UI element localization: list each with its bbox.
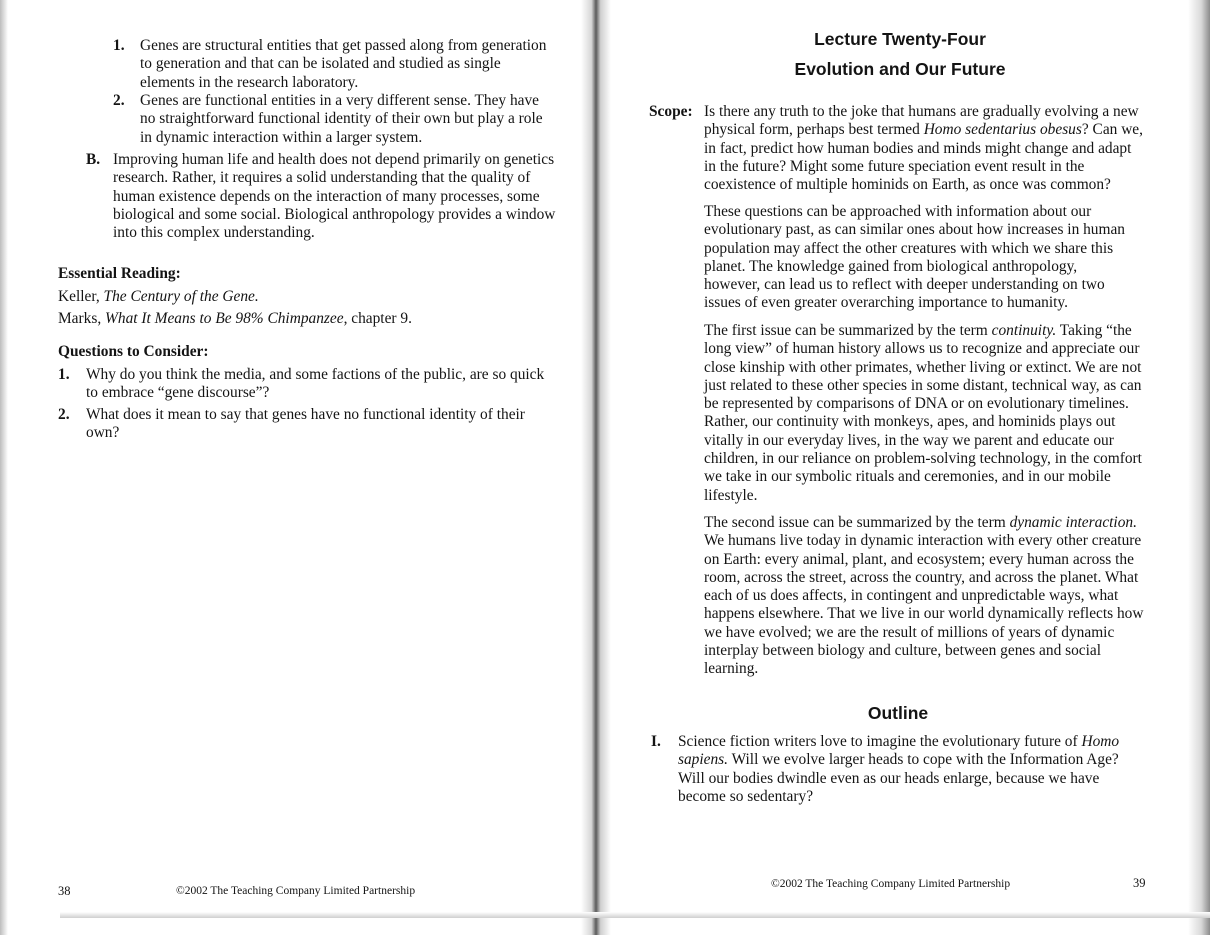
scope-text: We humans live today in dynamic interaction with every other creature on Earth: every animal, plant, and ecosystem; every human across the room, across the street, across the country, and across the planet. What each of us does affects, in contingent and unpredictable ways, what happens elsewhere. That we live in our world dynamically reflects how we have evolved; we are the result of millions of years of dynamic interplay between biology and culture, between genes and social learning.: [704, 532, 1144, 678]
scope-text: Taking “the long view” of human history allows us to recognize and appreciate our close kinship with other primates, whether living or extinct. We are not just related to these other species in some distant, technical way, as can be represented by comparisons of DNA or on evolutionary timelines. Rather, our continuity with monkeys, apes, and hominids plays out vitally in our everyday lives, in the way we parent and educate our children, in our reliance on problem-solving technology, in the comfort we take in our symbolic rituals and ceremonies, and in our mobile lifestyle.: [704, 322, 1142, 504]
scope-italic-term: dynamic interaction.: [1009, 514, 1137, 531]
reference-author: Marks,: [58, 310, 102, 327]
scope-text: Is there any truth to the joke that humans are gradually evolving a new physical form, perhaps best termed: [704, 103, 1139, 139]
question-text: Why do you think the media, and some factions of the public, are so quick to embrace “gene discourse”?: [86, 366, 545, 402]
question-text: What does it mean to say that genes have no functional identity of their own?: [86, 406, 525, 442]
scope-paragraph: [704, 322, 1144, 505]
list-number: 1.: [113, 37, 125, 54]
scope-text: The first issue can be summarized by the term: [704, 322, 992, 339]
list-item-text: Genes are structural entities that get passed along from generation to generation and that can be isolated and studied as single elements in the research laboratory.: [140, 37, 547, 91]
outline-item-text: [678, 733, 1128, 806]
reference-title: The Century of the Gene.: [103, 288, 259, 305]
page-bottom-shadow: [60, 912, 1210, 918]
scope-text: ? Can we, in fact, predict how human bodies and minds might change and adapt in the future? Might some future speciation event result in the coexistence of multiple hominids on Earth, as once was common?: [704, 121, 1143, 194]
scope-text: The second issue can be summarized by the term: [704, 514, 1010, 531]
outline-heading: Outline: [867, 703, 929, 723]
right-page: [596, 0, 1210, 935]
page-edge-shadow: [1188, 0, 1210, 935]
outline-label: I.: [651, 733, 661, 750]
essential-reading-heading: Essential Reading:: [58, 265, 181, 282]
copyright-footer: ©2002 The Teaching Company Limited Partnership: [176, 885, 416, 897]
scope-paragraph: [704, 514, 1144, 679]
page-number: 39: [1133, 876, 1146, 890]
reference-author: Keller,: [58, 288, 100, 305]
scope-paragraph: [704, 103, 1144, 194]
page-number: 38: [58, 884, 71, 898]
questions-heading: Questions to Consider:: [58, 343, 209, 360]
outline-item-text: Improving human life and health does not depend primarily on genetics research. Rather, it requires a solid understanding that the quality of human existence depends on the interaction of many processes, some biological and some social. Biological anthropology provides a window into this complex understanding.: [113, 151, 556, 242]
scope-italic-term: Homo sedentarius obesus: [923, 121, 1082, 139]
left-page: [0, 0, 596, 935]
scope-italic-term: continuity.: [991, 322, 1057, 339]
question-number: 2.: [58, 406, 70, 423]
lecture-title: Lecture Twenty-Four: [814, 29, 986, 49]
reference-title: What It Means to Be 98% Chimpanzee: [105, 310, 344, 327]
reading-reference: [58, 310, 412, 328]
copyright-footer: ©2002 The Teaching Company Limited Partnership: [771, 878, 1011, 890]
reading-reference: [58, 288, 259, 306]
list-item-text: Genes are functional entities in a very different sense. They have no straightforward functional identity of their own but play a role in dynamic interaction within a larger system.: [140, 92, 543, 146]
list-number: 2.: [113, 92, 125, 109]
reference-detail: , chapter 9.: [343, 310, 412, 327]
outline-italic-term: Homo sapiens.: [678, 733, 1120, 769]
lecture-subtitle: Evolution and Our Future: [794, 59, 1006, 79]
outline-text: Science fiction writers love to imagine the evolutionary future of: [678, 733, 1082, 750]
scope-label: Scope:: [649, 103, 693, 120]
outline-label: B.: [86, 151, 101, 168]
scope-paragraph: These questions can be approached with information about our evolutionary past, as can similar ones about how increases in human population may affect the other creatures with which we share this planet. The knowledge gained from biological anthropology, however, can lead us to reflect with deeper understanding on two issues of even greater overarching importance to humanity.: [704, 203, 1125, 312]
outline-text: Will we evolve larger heads to cope with the Information Age? Will our bodies dwindle even as our heads enlarge, because we have become so sedentary?: [678, 751, 1119, 805]
book-gutter: [581, 0, 611, 935]
page-edge-shadow: [0, 0, 8, 935]
question-number: 1.: [58, 366, 70, 383]
